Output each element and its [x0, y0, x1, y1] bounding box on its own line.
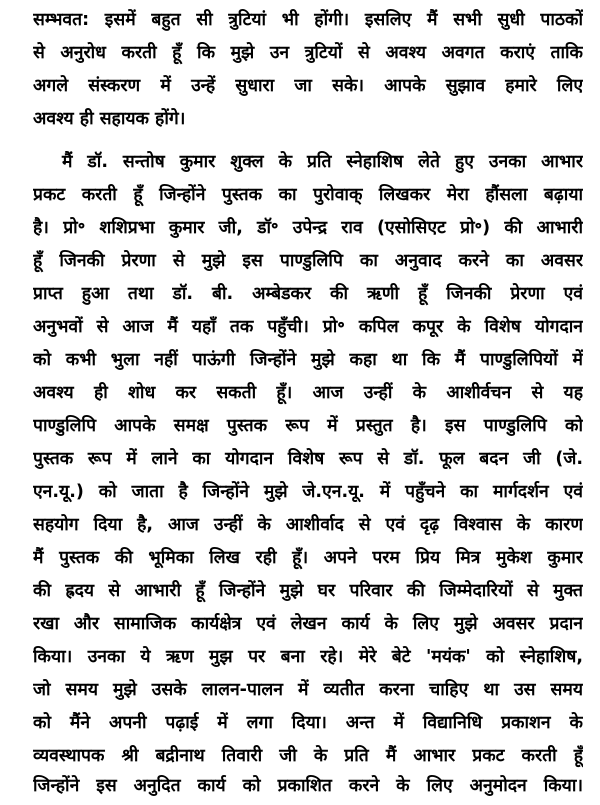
text-line: प्राप्त हुआ तथा डॉ. बी. अम्बेडकर की ऋणी हूँ जिनकी प्रेरणा एवं [33, 284, 583, 304]
text-line: सम्भवत: इसमें बहुत सी त्रुटियां भी होंगी। इसलिए मैं सभी सुधी पाठकों [33, 10, 583, 30]
text-line: अवश्य ही शोध कर सकती हूँ। आज उन्हीं के आशीर्वचन से यह [33, 383, 583, 403]
text-line: पुस्तक रूप में लाने का योगदान विशेष रूप से डॉ. फूल बदन जी (जे. [33, 449, 583, 469]
text-line: सहयोग दिया है, आज उन्हीं के आशीर्वाद से एवं दृढ़ विश्वास के कारण [33, 515, 583, 535]
text-line: पाण्डुलिपि आपके समक्ष पुस्तक रूप में प्रस्तुत है। इस पाण्डुलिपि को [33, 416, 583, 436]
text-line: मैं डॉ. सन्तोष कुमार शुक्ल के प्रति स्नेहाशिष लेते हुए उनका आभार [62, 152, 583, 172]
text-line: को मैंने अपनी पढ़ाई में लगा दिया। अन्त में विद्यानिधि प्रकाशन के [33, 713, 583, 733]
text-line: व्यवस्थापक श्री बद्रीनाथ तिवारी जी के प्रति मैं आभार प्रकट करती हूँ [33, 746, 583, 766]
text-line: की ह्रदय से आभारी हूँ जिन्होंने मुझे घर परिवार की जिम्मेदारियों से मुक्त [33, 581, 583, 601]
text-line: रखा और सामाजिक कार्यक्षेत्र एवं लेखन कार्य के लिए मुझे अवसर प्रदान [33, 614, 583, 634]
text-line: प्रकट करती हूँ जिन्होंने पुस्तक का पुरोवाक् लिखकर मेरा हौंसला बढ़ाया [33, 185, 583, 205]
text-line: को कभी भुला नहीं पाऊंगी जिन्होंने मुझे कहा था कि मैं पाण्डुलिपियों में [33, 350, 583, 370]
text-line: एन.यू.) को जाता है जिन्होंने मुझे जे.एन.यू. में पहुँचने का मार्गदर्शन एवं [33, 482, 583, 502]
text-line: किया। उनका ये ऋण मुझ पर बना रहे। मेरे बेटे 'मयंक' को स्नेहाशिष, [33, 647, 583, 667]
text-line: जिन्होंने इस अनुदित कार्य को प्रकाशित करने के लिए अनुमोदन किया। [33, 776, 583, 796]
text-line: अनुभवों से आज मैं यहाँ तक पहुँची। प्रो॰ कपिल कपूर के विशेष योगदान [33, 317, 583, 337]
text-line: है। प्रो॰ शशिप्रभा कुमार जी, डॉ॰ उपेन्द्र राव (एसोसिएट प्रो॰) की आभारी [33, 218, 583, 238]
text-line: मैं पुस्तक की भूमिका लिख रही हूँ। अपने परम प्रिय मित्र मुकेश कुमार [33, 548, 583, 568]
text-line: हूँ जिनकी प्रेरणा से मुझे इस पाण्डुलिपि का अनुवाद करने का अवसर [33, 251, 583, 271]
text-line: से अनुरोध करती हूँ कि मुझे उन त्रुटियों से अवश्य अवगत कराएं ताकि [33, 43, 583, 63]
text-line: अवश्य ही सहायक होंगे। [33, 109, 186, 129]
text-line: अगले संस्करण में उन्हें सुधारा जा सके। आपके सुझाव हमारे लिए [33, 76, 583, 96]
text-line: जो समय मुझे उसके लालन-पालन में व्यतीत करना चाहिए था उस समय [33, 680, 583, 700]
